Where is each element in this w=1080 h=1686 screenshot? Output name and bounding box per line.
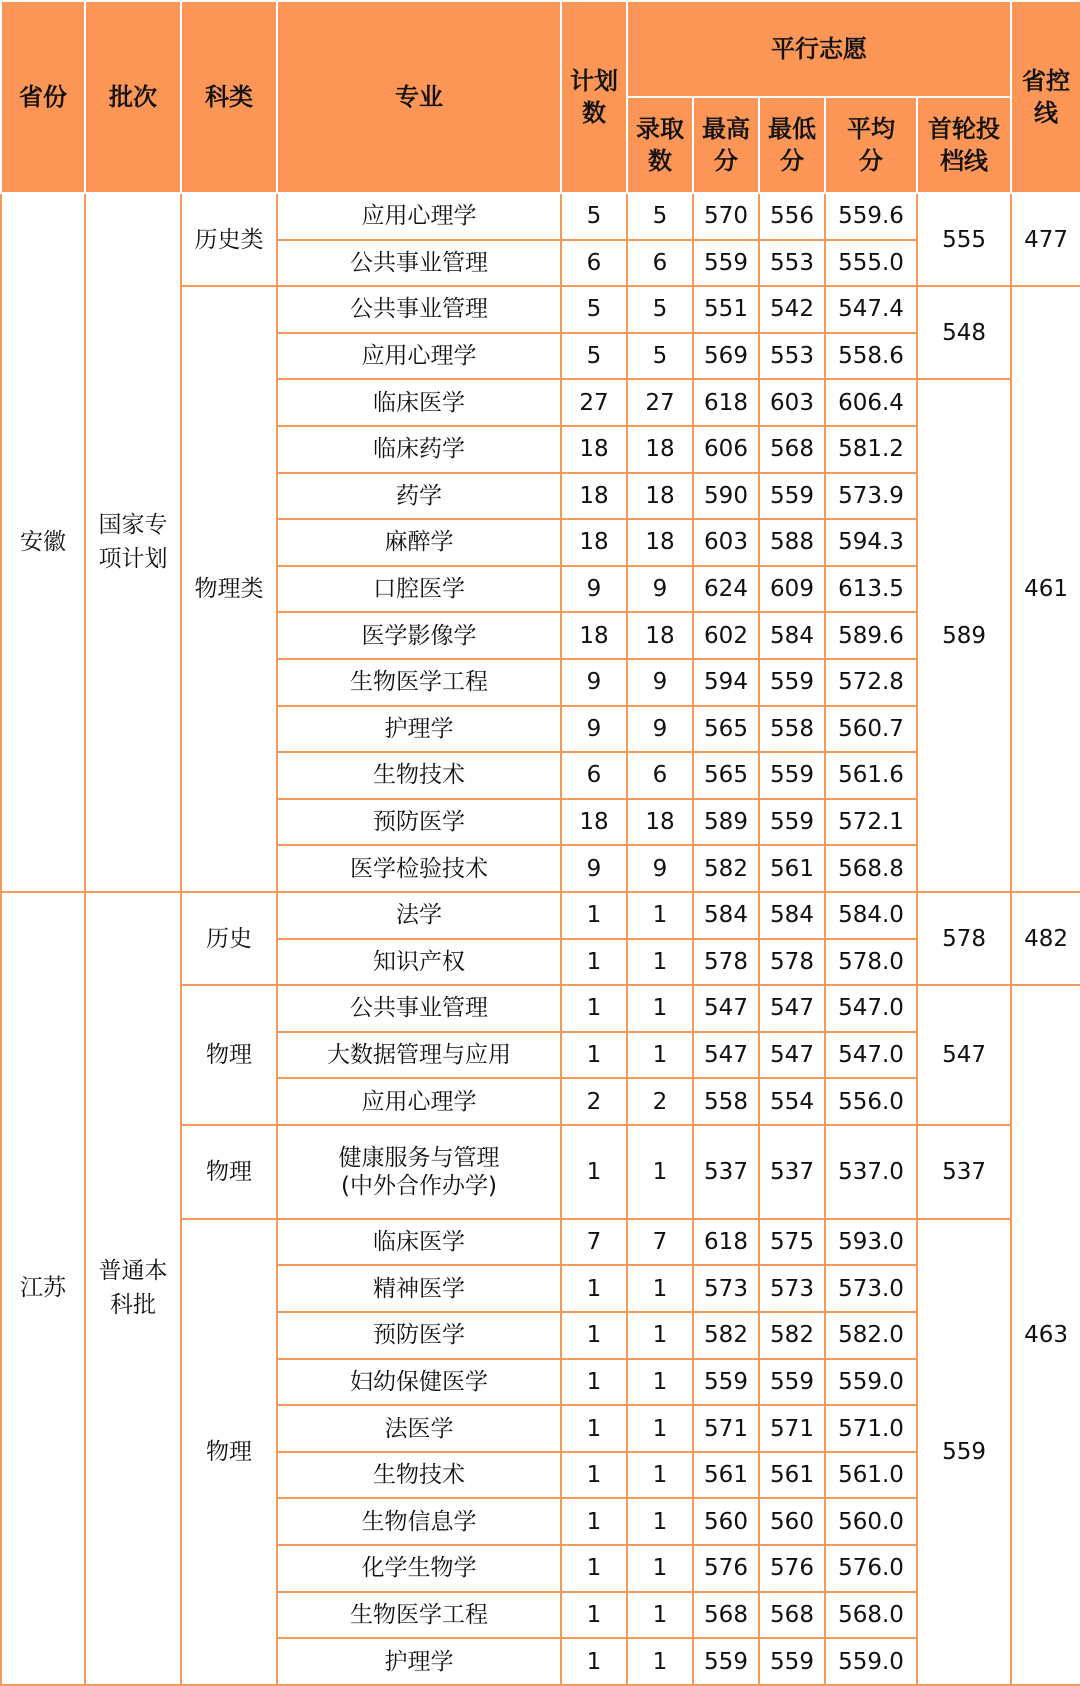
admitted-cell: 1 — [627, 985, 693, 1032]
avg-score-cell: 561.6 — [825, 752, 917, 799]
plan-cell: 1 — [561, 1265, 627, 1312]
major-name: 健康服务与管理 — [338, 1144, 500, 1171]
plan-cell: 9 — [561, 845, 627, 892]
avg-score-cell: 582.0 — [825, 1312, 917, 1359]
major-cell — [277, 752, 561, 799]
plan-cell: 9 — [561, 566, 627, 613]
admitted-cell: 6 — [627, 240, 693, 287]
category-cell: 历史类 — [181, 193, 277, 286]
major-name: 生物信息学 — [361, 1508, 477, 1535]
major-cell — [277, 1498, 561, 1545]
avg-score-cell: 559.0 — [825, 1359, 917, 1406]
max-score-cell: 537 — [693, 1125, 759, 1219]
major-name: 大数据管理与应用 — [327, 1041, 511, 1068]
plan-cell: 27 — [561, 379, 627, 426]
max-score-cell: 568 — [693, 1592, 759, 1639]
min-score-cell: 537 — [759, 1125, 825, 1219]
major-cell — [277, 892, 561, 939]
major-name: 应用心理学 — [361, 1088, 477, 1115]
min-score-cell: 559 — [759, 1638, 825, 1685]
plan-cell: 1 — [561, 1638, 627, 1685]
plan-cell: 1 — [561, 1405, 627, 1452]
plan-cell: 18 — [561, 612, 627, 659]
max-score-cell: 576 — [693, 1545, 759, 1592]
admitted-cell: 6 — [627, 752, 693, 799]
min-score-cell: 575 — [759, 1219, 825, 1266]
admitted-cell: 18 — [627, 612, 693, 659]
header-batch: 批次 — [85, 1, 181, 193]
admitted-cell: 1 — [627, 1265, 693, 1312]
major-name: 公共事业管理 — [350, 995, 488, 1022]
header-avg-text: 平均分 — [847, 115, 895, 175]
max-score-cell: 561 — [693, 1452, 759, 1499]
major-name: 医学检验技术 — [350, 855, 488, 882]
plan-cell: 5 — [561, 333, 627, 380]
avg-score-cell: 558.6 — [825, 333, 917, 380]
plan-cell: 18 — [561, 519, 627, 566]
min-score-cell: 603 — [759, 379, 825, 426]
plan-cell: 1 — [561, 1592, 627, 1639]
major-name: 公共事业管理 — [350, 249, 488, 276]
avg-score-cell: 578.0 — [825, 939, 917, 986]
header-plan — [561, 1, 627, 193]
major-cell — [277, 519, 561, 566]
admitted-cell: 1 — [627, 939, 693, 986]
avg-score-cell: 573.0 — [825, 1265, 917, 1312]
admitted-cell: 1 — [627, 1452, 693, 1499]
max-score-cell: 565 — [693, 706, 759, 753]
admitted-cell: 5 — [627, 286, 693, 333]
avg-score-cell: 556.0 — [825, 1078, 917, 1125]
max-score-cell: 624 — [693, 566, 759, 613]
max-score-cell: 565 — [693, 752, 759, 799]
major-cell — [277, 333, 561, 380]
major-cell — [277, 1125, 561, 1219]
plan-cell: 1 — [561, 1032, 627, 1079]
batch-text: 国家专项计划 — [98, 512, 168, 573]
max-score-cell: 584 — [693, 892, 759, 939]
major-name: 临床药学 — [373, 436, 465, 463]
min-score-cell: 556 — [759, 193, 825, 240]
admitted-cell: 1 — [627, 1125, 693, 1219]
avg-score-cell: 572.8 — [825, 659, 917, 706]
min-score-cell: 588 — [759, 519, 825, 566]
plan-cell: 9 — [561, 706, 627, 753]
major-name: 口腔医学 — [373, 576, 465, 603]
min-score-cell: 568 — [759, 426, 825, 473]
major-name: 法学 — [396, 902, 442, 929]
admitted-cell: 9 — [627, 566, 693, 613]
min-score-cell: 573 — [759, 1265, 825, 1312]
max-score-cell: 551 — [693, 286, 759, 333]
min-score-cell: 547 — [759, 985, 825, 1032]
max-score-cell: 594 — [693, 659, 759, 706]
avg-score-cell: 593.0 — [825, 1219, 917, 1266]
plan-cell: 5 — [561, 286, 627, 333]
min-score-cell: 582 — [759, 1312, 825, 1359]
category-cell: 历史 — [181, 892, 277, 985]
plan-cell: 1 — [561, 985, 627, 1032]
major-cell — [277, 1638, 561, 1685]
major-cell — [277, 566, 561, 613]
major-cell — [277, 1032, 561, 1079]
admitted-cell: 1 — [627, 1545, 693, 1592]
plan-cell: 1 — [561, 892, 627, 939]
avg-score-cell: 547.0 — [825, 1032, 917, 1079]
admitted-cell: 18 — [627, 519, 693, 566]
plan-cell: 2 — [561, 1078, 627, 1125]
plan-cell: 1 — [561, 1545, 627, 1592]
max-score-cell: 547 — [693, 985, 759, 1032]
plan-cell: 18 — [561, 799, 627, 846]
min-score-cell: 542 — [759, 286, 825, 333]
major-cell — [277, 659, 561, 706]
major-note: (中外合作办学) — [341, 1172, 497, 1199]
min-score-cell: 560 — [759, 1498, 825, 1545]
min-score-cell: 559 — [759, 659, 825, 706]
avg-score-cell: 555.0 — [825, 240, 917, 287]
min-score-cell: 609 — [759, 566, 825, 613]
plan-cell: 7 — [561, 1219, 627, 1266]
avg-score-cell: 547.4 — [825, 286, 917, 333]
header-min — [759, 97, 825, 193]
max-score-cell: 571 — [693, 1405, 759, 1452]
min-score-cell: 553 — [759, 333, 825, 380]
min-score-cell: 553 — [759, 240, 825, 287]
min-score-cell: 578 — [759, 939, 825, 986]
max-score-cell: 559 — [693, 1359, 759, 1406]
header-min-text: 最低分 — [768, 115, 816, 175]
control-line-cell: 463 — [1011, 985, 1080, 1685]
first-line-cell: 547 — [917, 985, 1011, 1125]
max-score-cell: 558 — [693, 1078, 759, 1125]
plan-cell: 18 — [561, 473, 627, 520]
admitted-cell: 1 — [627, 1498, 693, 1545]
header-parallel: 平行志愿 — [627, 1, 1011, 97]
avg-score-cell: 568.8 — [825, 845, 917, 892]
avg-score-cell: 581.2 — [825, 426, 917, 473]
min-score-cell: 558 — [759, 706, 825, 753]
avg-score-cell: 576.0 — [825, 1545, 917, 1592]
avg-score-cell: 559.6 — [825, 193, 917, 240]
max-score-cell: 582 — [693, 1312, 759, 1359]
avg-score-cell: 537.0 — [825, 1125, 917, 1219]
max-score-cell: 590 — [693, 473, 759, 520]
plan-cell: 1 — [561, 939, 627, 986]
max-score-cell: 573 — [693, 1265, 759, 1312]
table-body — [1, 193, 1080, 1685]
major-name: 护理学 — [384, 715, 454, 742]
control-line-cell: 482 — [1011, 892, 1080, 985]
admitted-cell: 1 — [627, 1638, 693, 1685]
category-cell: 物理 — [181, 1219, 277, 1685]
major-name: 生物技术 — [373, 1462, 465, 1489]
province-text: 江苏 — [20, 1275, 66, 1302]
header-control-line — [1011, 1, 1080, 193]
admitted-cell: 5 — [627, 333, 693, 380]
max-score-cell: 578 — [693, 939, 759, 986]
major-name: 生物医学工程 — [350, 669, 488, 696]
batch-cell — [85, 193, 181, 892]
major-cell — [277, 939, 561, 986]
max-score-cell: 602 — [693, 612, 759, 659]
min-score-cell: 559 — [759, 799, 825, 846]
major-cell — [277, 1312, 561, 1359]
admitted-cell: 18 — [627, 799, 693, 846]
max-score-cell: 606 — [693, 426, 759, 473]
avg-score-cell: 568.0 — [825, 1592, 917, 1639]
min-score-cell: 547 — [759, 1032, 825, 1079]
header-province: 省份 — [1, 1, 85, 193]
header-plan-text: 计划数 — [570, 67, 618, 127]
max-score-cell: 570 — [693, 193, 759, 240]
batch-cell — [85, 892, 181, 1685]
major-name: 法医学 — [384, 1415, 454, 1442]
major-cell — [277, 612, 561, 659]
max-score-cell: 547 — [693, 1032, 759, 1079]
major-name: 化学生物学 — [361, 1555, 477, 1582]
admitted-cell: 18 — [627, 473, 693, 520]
province-cell — [1, 892, 85, 1685]
major-cell — [277, 1452, 561, 1499]
plan-cell: 6 — [561, 240, 627, 287]
admitted-cell: 1 — [627, 892, 693, 939]
max-score-cell: 559 — [693, 240, 759, 287]
major-cell — [277, 706, 561, 753]
plan-cell: 1 — [561, 1359, 627, 1406]
major-name: 公共事业管理 — [350, 296, 488, 323]
avg-score-cell: 561.0 — [825, 1452, 917, 1499]
min-score-cell: 584 — [759, 892, 825, 939]
control-line-cell: 461 — [1011, 286, 1080, 892]
avg-score-cell: 613.5 — [825, 566, 917, 613]
plan-cell: 1 — [561, 1452, 627, 1499]
header-max-text: 最高分 — [702, 115, 750, 175]
avg-score-cell: 606.4 — [825, 379, 917, 426]
admitted-cell: 7 — [627, 1219, 693, 1266]
major-name: 精神医学 — [373, 1275, 465, 1302]
header-major: 专业 — [277, 1, 561, 193]
major-name: 临床医学 — [373, 1229, 465, 1256]
plan-cell: 1 — [561, 1125, 627, 1219]
batch-text: 普通本科批 — [98, 1258, 168, 1319]
header-first-line-text: 首轮投档线 — [928, 115, 1001, 175]
header-first-line — [917, 97, 1011, 193]
max-score-cell: 618 — [693, 379, 759, 426]
major-cell — [277, 1078, 561, 1125]
major-name: 麻醉学 — [384, 529, 454, 556]
table-row — [1, 193, 1080, 240]
major-name: 护理学 — [384, 1648, 454, 1675]
admitted-cell: 9 — [627, 706, 693, 753]
table-row — [1, 892, 1080, 939]
max-score-cell: 560 — [693, 1498, 759, 1545]
avg-score-cell: 559.0 — [825, 1638, 917, 1685]
min-score-cell: 554 — [759, 1078, 825, 1125]
header-category: 科类 — [181, 1, 277, 193]
avg-score-cell: 589.6 — [825, 612, 917, 659]
admitted-cell: 18 — [627, 426, 693, 473]
avg-score-cell: 560.0 — [825, 1498, 917, 1545]
major-cell — [277, 193, 561, 240]
major-name: 生物医学工程 — [350, 1601, 488, 1628]
table-header — [1, 1, 1080, 193]
admitted-cell: 1 — [627, 1359, 693, 1406]
avg-score-cell: 547.0 — [825, 985, 917, 1032]
category-cell: 物理 — [181, 1125, 277, 1219]
major-name: 妇幼保健医学 — [350, 1368, 488, 1395]
avg-score-cell: 571.0 — [825, 1405, 917, 1452]
first-line-cell: 559 — [917, 1219, 1011, 1685]
major-cell — [277, 240, 561, 287]
max-score-cell: 603 — [693, 519, 759, 566]
major-cell — [277, 985, 561, 1032]
major-name: 应用心理学 — [361, 203, 477, 230]
max-score-cell: 582 — [693, 845, 759, 892]
header-avg — [825, 97, 917, 193]
first-line-cell: 589 — [917, 379, 1011, 892]
avg-score-cell: 560.7 — [825, 706, 917, 753]
plan-cell: 1 — [561, 1312, 627, 1359]
plan-cell: 6 — [561, 752, 627, 799]
first-line-cell: 555 — [917, 193, 1011, 286]
header-admitted-text: 录取数 — [636, 115, 684, 175]
header-admitted — [627, 97, 693, 193]
plan-cell: 5 — [561, 193, 627, 240]
control-line-cell: 477 — [1011, 193, 1080, 286]
plan-cell: 1 — [561, 1498, 627, 1545]
major-cell — [277, 1592, 561, 1639]
major-name: 医学影像学 — [361, 622, 477, 649]
avg-score-cell: 594.3 — [825, 519, 917, 566]
min-score-cell: 568 — [759, 1592, 825, 1639]
admitted-cell: 9 — [627, 845, 693, 892]
major-name: 生物技术 — [373, 762, 465, 789]
min-score-cell: 559 — [759, 1359, 825, 1406]
avg-score-cell: 572.1 — [825, 799, 917, 846]
category-cell: 物理类 — [181, 286, 277, 892]
first-line-cell: 537 — [917, 1125, 1011, 1219]
admitted-cell: 5 — [627, 193, 693, 240]
major-cell — [277, 473, 561, 520]
major-cell — [277, 1405, 561, 1452]
major-name: 预防医学 — [373, 1322, 465, 1349]
min-score-cell: 576 — [759, 1545, 825, 1592]
max-score-cell: 569 — [693, 333, 759, 380]
major-cell — [277, 799, 561, 846]
min-score-cell: 559 — [759, 752, 825, 799]
header-control-line-text: 省控线 — [1022, 67, 1071, 127]
first-line-cell: 548 — [917, 286, 1011, 379]
major-cell — [277, 1265, 561, 1312]
major-cell — [277, 379, 561, 426]
admitted-cell: 9 — [627, 659, 693, 706]
admitted-cell: 1 — [627, 1312, 693, 1359]
avg-score-cell: 584.0 — [825, 892, 917, 939]
header-max — [693, 97, 759, 193]
major-name: 临床医学 — [373, 389, 465, 416]
max-score-cell: 589 — [693, 799, 759, 846]
max-score-cell: 559 — [693, 1638, 759, 1685]
min-score-cell: 561 — [759, 1452, 825, 1499]
major-name: 知识产权 — [373, 948, 465, 975]
max-score-cell: 618 — [693, 1219, 759, 1266]
province-cell — [1, 193, 85, 892]
admitted-cell: 1 — [627, 1592, 693, 1639]
major-cell — [277, 1545, 561, 1592]
major-name: 药学 — [396, 482, 442, 509]
major-cell — [277, 845, 561, 892]
major-cell — [277, 1219, 561, 1266]
major-cell — [277, 1359, 561, 1406]
admitted-cell: 27 — [627, 379, 693, 426]
major-name: 应用心理学 — [361, 343, 477, 370]
admitted-cell: 1 — [627, 1405, 693, 1452]
province-text: 安徽 — [20, 529, 66, 556]
min-score-cell: 571 — [759, 1405, 825, 1452]
major-cell — [277, 426, 561, 473]
first-line-cell: 578 — [917, 892, 1011, 985]
min-score-cell: 559 — [759, 473, 825, 520]
avg-score-cell: 573.9 — [825, 473, 917, 520]
major-name: 预防医学 — [373, 809, 465, 836]
plan-cell: 9 — [561, 659, 627, 706]
plan-cell: 18 — [561, 426, 627, 473]
admitted-cell: 1 — [627, 1032, 693, 1079]
min-score-cell: 584 — [759, 612, 825, 659]
major-cell — [277, 286, 561, 333]
min-score-cell: 561 — [759, 845, 825, 892]
admitted-cell: 2 — [627, 1078, 693, 1125]
category-cell: 物理 — [181, 985, 277, 1125]
